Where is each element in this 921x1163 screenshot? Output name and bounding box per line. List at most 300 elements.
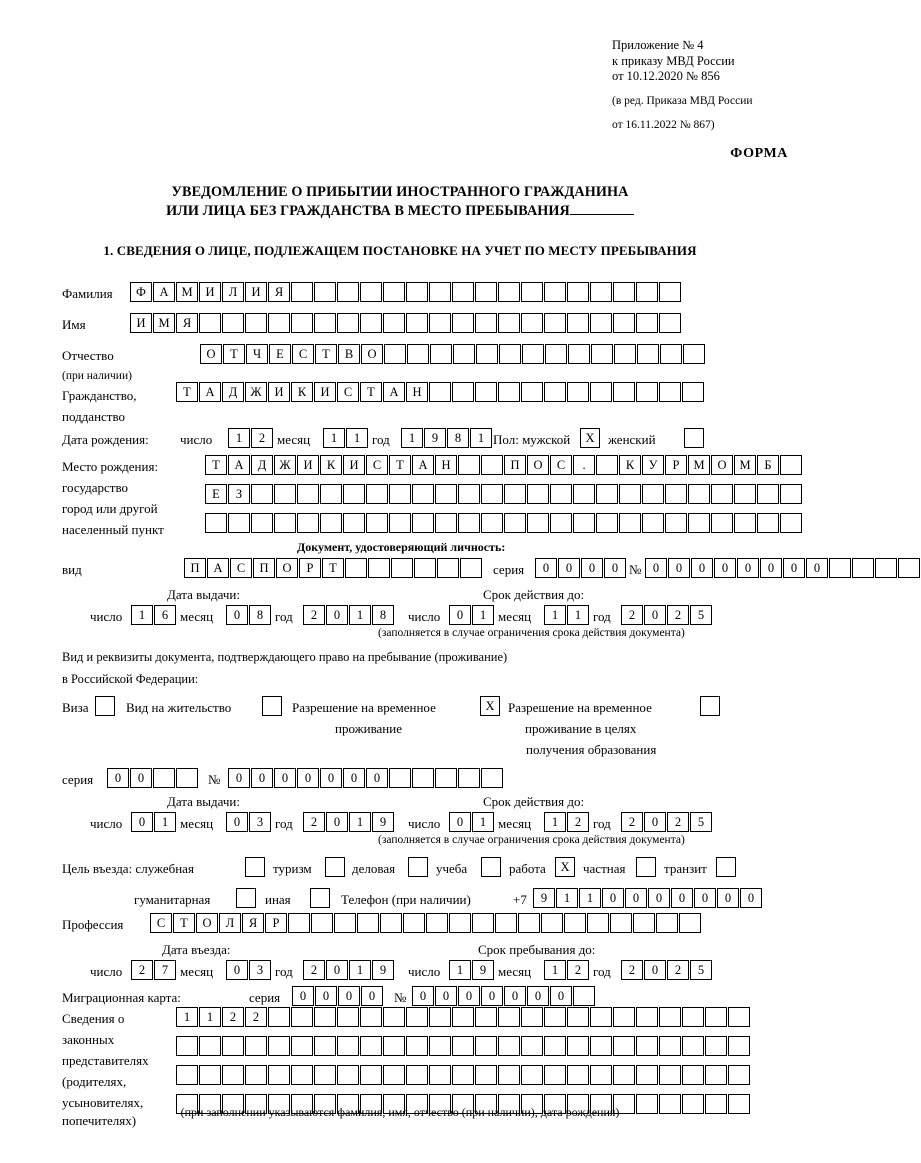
char-cell[interactable]: Л — [222, 282, 244, 302]
char-cell[interactable] — [613, 282, 635, 302]
char-cell[interactable]: 1 — [567, 605, 589, 625]
representatives-row-1[interactable] — [176, 1007, 751, 1027]
char-cell[interactable]: О — [200, 344, 222, 364]
permit-issue-year-cells[interactable] — [303, 812, 395, 832]
char-cell[interactable] — [429, 282, 451, 302]
char-cell[interactable] — [389, 513, 411, 533]
char-cell[interactable] — [573, 986, 595, 1006]
char-cell[interactable]: 9 — [533, 888, 555, 908]
char-cell[interactable]: 3 — [249, 960, 271, 980]
entry-year-cells[interactable] — [303, 960, 395, 980]
char-cell[interactable] — [596, 513, 618, 533]
char-cell[interactable] — [199, 1065, 221, 1085]
char-cell[interactable] — [268, 1065, 290, 1085]
char-cell[interactable] — [498, 1036, 520, 1056]
char-cell[interactable] — [544, 382, 566, 402]
char-cell[interactable] — [527, 484, 549, 504]
representatives-row-2[interactable] — [176, 1036, 751, 1056]
char-cell[interactable] — [228, 513, 250, 533]
char-cell[interactable] — [637, 344, 659, 364]
char-cell[interactable]: 9 — [472, 960, 494, 980]
char-cell[interactable] — [383, 1065, 405, 1085]
permit-issue-day-cells[interactable] — [131, 812, 177, 832]
char-cell[interactable] — [406, 1036, 428, 1056]
char-cell[interactable] — [199, 313, 221, 333]
char-cell[interactable] — [728, 1007, 750, 1027]
char-cell[interactable] — [245, 313, 267, 333]
char-cell[interactable] — [452, 282, 474, 302]
char-cell[interactable]: 1 — [228, 428, 250, 448]
permit-valid-month-cells[interactable] — [544, 812, 590, 832]
char-cell[interactable] — [665, 513, 687, 533]
char-cell[interactable] — [274, 484, 296, 504]
doc-series-cells[interactable] — [535, 558, 627, 578]
char-cell[interactable] — [544, 1036, 566, 1056]
char-cell[interactable]: 2 — [667, 605, 689, 625]
profession-cells[interactable] — [150, 913, 702, 933]
char-cell[interactable] — [205, 513, 227, 533]
char-cell[interactable] — [383, 313, 405, 333]
char-cell[interactable] — [518, 913, 540, 933]
char-cell[interactable] — [498, 1065, 520, 1085]
char-cell[interactable] — [498, 282, 520, 302]
char-cell[interactable]: 1 — [544, 960, 566, 980]
char-cell[interactable]: 0 — [694, 888, 716, 908]
char-cell[interactable] — [659, 282, 681, 302]
char-cell[interactable] — [429, 382, 451, 402]
char-cell[interactable]: 0 — [671, 888, 693, 908]
char-cell[interactable]: 2 — [222, 1007, 244, 1027]
permit-issue-month-cells[interactable] — [226, 812, 272, 832]
char-cell[interactable]: 0 — [625, 888, 647, 908]
char-cell[interactable]: 0 — [366, 768, 388, 788]
char-cell[interactable]: С — [150, 913, 172, 933]
char-cell[interactable] — [345, 558, 367, 578]
char-cell[interactable]: С — [230, 558, 252, 578]
char-cell[interactable] — [659, 382, 681, 402]
char-cell[interactable] — [682, 1065, 704, 1085]
char-cell[interactable]: О — [196, 913, 218, 933]
char-cell[interactable]: 0 — [714, 558, 736, 578]
char-cell[interactable] — [383, 282, 405, 302]
char-cell[interactable] — [481, 455, 503, 475]
char-cell[interactable] — [426, 913, 448, 933]
char-cell[interactable]: М — [176, 282, 198, 302]
char-cell[interactable]: 0 — [602, 888, 624, 908]
char-cell[interactable]: 0 — [315, 986, 337, 1006]
char-cell[interactable]: М — [153, 313, 175, 333]
char-cell[interactable] — [437, 558, 459, 578]
char-cell[interactable] — [343, 513, 365, 533]
char-cell[interactable] — [476, 344, 498, 364]
char-cell[interactable] — [498, 1007, 520, 1027]
char-cell[interactable] — [297, 484, 319, 504]
char-cell[interactable]: О — [276, 558, 298, 578]
char-cell[interactable] — [435, 768, 457, 788]
char-cell[interactable] — [705, 1007, 727, 1027]
char-cell[interactable] — [452, 1036, 474, 1056]
char-cell[interactable] — [435, 484, 457, 504]
char-cell[interactable]: 0 — [458, 986, 480, 1006]
char-cell[interactable] — [521, 313, 543, 333]
char-cell[interactable] — [337, 1036, 359, 1056]
char-cell[interactable]: 0 — [131, 812, 153, 832]
char-cell[interactable]: И — [297, 455, 319, 475]
char-cell[interactable]: В — [338, 344, 360, 364]
char-cell[interactable] — [521, 382, 543, 402]
char-cell[interactable] — [314, 1065, 336, 1085]
char-cell[interactable]: 0 — [274, 768, 296, 788]
surname-cells[interactable] — [130, 282, 682, 302]
char-cell[interactable]: К — [291, 382, 313, 402]
char-cell[interactable]: 1 — [199, 1007, 221, 1027]
char-cell[interactable] — [452, 382, 474, 402]
char-cell[interactable] — [780, 513, 802, 533]
char-cell[interactable] — [458, 484, 480, 504]
checkbox-sex-female[interactable] — [684, 428, 704, 448]
char-cell[interactable]: 9 — [372, 812, 394, 832]
char-cell[interactable] — [406, 313, 428, 333]
char-cell[interactable] — [875, 558, 897, 578]
char-cell[interactable]: 1 — [323, 428, 345, 448]
char-cell[interactable] — [288, 913, 310, 933]
char-cell[interactable]: 8 — [372, 605, 394, 625]
char-cell[interactable]: 8 — [447, 428, 469, 448]
char-cell[interactable]: 0 — [449, 812, 471, 832]
char-cell[interactable]: 0 — [535, 558, 557, 578]
char-cell[interactable] — [829, 558, 851, 578]
char-cell[interactable] — [337, 282, 359, 302]
char-cell[interactable]: М — [734, 455, 756, 475]
checkbox-residence-permit[interactable] — [262, 696, 282, 716]
permit-valid-day-cells[interactable] — [449, 812, 495, 832]
char-cell[interactable] — [521, 1036, 543, 1056]
char-cell[interactable]: С — [550, 455, 572, 475]
char-cell[interactable] — [334, 913, 356, 933]
char-cell[interactable] — [475, 282, 497, 302]
char-cell[interactable] — [544, 1007, 566, 1027]
char-cell[interactable] — [429, 1065, 451, 1085]
char-cell[interactable] — [472, 913, 494, 933]
checkbox-purpose-sluzhebnaya[interactable] — [245, 857, 265, 877]
checkbox-purpose-business[interactable] — [408, 857, 428, 877]
char-cell[interactable]: 8 — [249, 605, 271, 625]
char-cell[interactable]: К — [320, 455, 342, 475]
char-cell[interactable]: А — [412, 455, 434, 475]
char-cell[interactable] — [412, 768, 434, 788]
char-cell[interactable] — [564, 913, 586, 933]
char-cell[interactable] — [320, 513, 342, 533]
char-cell[interactable] — [360, 282, 382, 302]
char-cell[interactable] — [222, 1036, 244, 1056]
char-cell[interactable]: И — [130, 313, 152, 333]
char-cell[interactable] — [222, 313, 244, 333]
char-cell[interactable]: 0 — [297, 768, 319, 788]
char-cell[interactable]: 1 — [472, 812, 494, 832]
char-cell[interactable] — [499, 344, 521, 364]
checkbox-sex-male[interactable]: Х — [580, 428, 600, 448]
char-cell[interactable] — [406, 1007, 428, 1027]
char-cell[interactable] — [222, 1065, 244, 1085]
char-cell[interactable] — [360, 1007, 382, 1027]
char-cell[interactable] — [591, 344, 613, 364]
checkbox-purpose-humanitarian[interactable] — [236, 888, 256, 908]
char-cell[interactable] — [291, 1036, 313, 1056]
char-cell[interactable]: Я — [268, 282, 290, 302]
char-cell[interactable] — [291, 282, 313, 302]
char-cell[interactable]: 1 — [470, 428, 492, 448]
char-cell[interactable] — [544, 1065, 566, 1085]
checkbox-purpose-transit[interactable] — [716, 857, 736, 877]
char-cell[interactable]: Д — [251, 455, 273, 475]
char-cell[interactable] — [636, 1007, 658, 1027]
char-cell[interactable] — [636, 313, 658, 333]
char-cell[interactable] — [590, 1036, 612, 1056]
char-cell[interactable]: 0 — [581, 558, 603, 578]
char-cell[interactable] — [176, 1065, 198, 1085]
char-cell[interactable] — [642, 484, 664, 504]
char-cell[interactable] — [734, 513, 756, 533]
char-cell[interactable]: Т — [173, 913, 195, 933]
char-cell[interactable] — [659, 1036, 681, 1056]
char-cell[interactable]: 0 — [435, 986, 457, 1006]
char-cell[interactable] — [481, 484, 503, 504]
char-cell[interactable] — [619, 484, 641, 504]
char-cell[interactable] — [429, 1036, 451, 1056]
char-cell[interactable] — [659, 1007, 681, 1027]
char-cell[interactable] — [475, 1065, 497, 1085]
char-cell[interactable] — [366, 513, 388, 533]
char-cell[interactable]: Т — [322, 558, 344, 578]
checkbox-visa[interactable] — [95, 696, 115, 716]
char-cell[interactable]: 6 — [154, 605, 176, 625]
char-cell[interactable] — [521, 282, 543, 302]
char-cell[interactable]: 0 — [648, 888, 670, 908]
char-cell[interactable] — [274, 513, 296, 533]
char-cell[interactable] — [567, 313, 589, 333]
char-cell[interactable] — [268, 1007, 290, 1027]
char-cell[interactable] — [550, 484, 572, 504]
char-cell[interactable]: 7 — [154, 960, 176, 980]
char-cell[interactable] — [337, 1065, 359, 1085]
char-cell[interactable]: 1 — [154, 812, 176, 832]
char-cell[interactable] — [406, 1065, 428, 1085]
char-cell[interactable] — [453, 344, 475, 364]
char-cell[interactable] — [567, 1007, 589, 1027]
char-cell[interactable] — [636, 382, 658, 402]
char-cell[interactable]: 0 — [644, 960, 666, 980]
char-cell[interactable] — [357, 913, 379, 933]
char-cell[interactable]: 2 — [303, 812, 325, 832]
char-cell[interactable]: Ж — [274, 455, 296, 475]
char-cell[interactable] — [245, 1036, 267, 1056]
char-cell[interactable] — [311, 913, 333, 933]
char-cell[interactable] — [498, 382, 520, 402]
char-cell[interactable]: 2 — [621, 605, 643, 625]
permit-valid-year-cells[interactable] — [621, 812, 713, 832]
char-cell[interactable]: 0 — [604, 558, 626, 578]
char-cell[interactable]: О — [711, 455, 733, 475]
char-cell[interactable]: 0 — [326, 605, 348, 625]
char-cell[interactable] — [504, 513, 526, 533]
char-cell[interactable] — [734, 484, 756, 504]
char-cell[interactable] — [613, 1036, 635, 1056]
char-cell[interactable]: 1 — [544, 605, 566, 625]
char-cell[interactable]: 0 — [338, 986, 360, 1006]
char-cell[interactable]: 1 — [544, 812, 566, 832]
char-cell[interactable] — [688, 513, 710, 533]
char-cell[interactable]: З — [228, 484, 250, 504]
char-cell[interactable]: Н — [435, 455, 457, 475]
char-cell[interactable]: О — [361, 344, 383, 364]
birthplace-row-2[interactable] — [205, 484, 803, 504]
char-cell[interactable] — [550, 513, 572, 533]
char-cell[interactable]: 0 — [668, 558, 690, 578]
char-cell[interactable]: 0 — [320, 768, 342, 788]
char-cell[interactable] — [852, 558, 874, 578]
char-cell[interactable] — [337, 313, 359, 333]
char-cell[interactable]: Т — [176, 382, 198, 402]
char-cell[interactable]: Ч — [246, 344, 268, 364]
char-cell[interactable] — [291, 1065, 313, 1085]
char-cell[interactable]: 0 — [130, 768, 152, 788]
char-cell[interactable]: 1 — [449, 960, 471, 980]
char-cell[interactable] — [665, 484, 687, 504]
char-cell[interactable] — [268, 1036, 290, 1056]
char-cell[interactable] — [314, 313, 336, 333]
char-cell[interactable]: 2 — [621, 960, 643, 980]
char-cell[interactable] — [452, 313, 474, 333]
char-cell[interactable]: 0 — [326, 960, 348, 980]
char-cell[interactable] — [384, 344, 406, 364]
char-cell[interactable]: У — [642, 455, 664, 475]
permit-series-cells[interactable] — [107, 768, 199, 788]
char-cell[interactable]: 1 — [346, 428, 368, 448]
char-cell[interactable] — [613, 313, 635, 333]
char-cell[interactable] — [659, 1065, 681, 1085]
birth-year-cells[interactable] — [401, 428, 493, 448]
representatives-row-3[interactable] — [176, 1065, 751, 1085]
char-cell[interactable]: 0 — [361, 986, 383, 1006]
char-cell[interactable]: 0 — [644, 812, 666, 832]
char-cell[interactable] — [452, 1007, 474, 1027]
char-cell[interactable] — [636, 1036, 658, 1056]
birthplace-row-1[interactable] — [205, 455, 803, 475]
checkbox-purpose-private[interactable] — [636, 857, 656, 877]
char-cell[interactable]: А — [207, 558, 229, 578]
char-cell[interactable]: . — [573, 455, 595, 475]
char-cell[interactable] — [568, 344, 590, 364]
char-cell[interactable] — [414, 558, 436, 578]
char-cell[interactable] — [360, 1036, 382, 1056]
char-cell[interactable]: С — [292, 344, 314, 364]
char-cell[interactable]: 2 — [567, 960, 589, 980]
entry-day-cells[interactable] — [131, 960, 177, 980]
char-cell[interactable]: 0 — [558, 558, 580, 578]
char-cell[interactable] — [291, 1007, 313, 1027]
checkbox-purpose-tourism[interactable] — [325, 857, 345, 877]
char-cell[interactable] — [545, 344, 567, 364]
char-cell[interactable] — [383, 1036, 405, 1056]
char-cell[interactable]: 0 — [645, 558, 667, 578]
char-cell[interactable]: К — [619, 455, 641, 475]
char-cell[interactable]: 1 — [131, 605, 153, 625]
char-cell[interactable] — [613, 1007, 635, 1027]
char-cell[interactable]: Я — [176, 313, 198, 333]
patronymic-cells[interactable] — [200, 344, 706, 364]
char-cell[interactable]: Ф — [130, 282, 152, 302]
char-cell[interactable]: М — [688, 455, 710, 475]
char-cell[interactable] — [403, 913, 425, 933]
char-cell[interactable] — [613, 1065, 635, 1085]
char-cell[interactable]: 0 — [806, 558, 828, 578]
char-cell[interactable]: 0 — [760, 558, 782, 578]
char-cell[interactable] — [458, 513, 480, 533]
checkbox-edu-residence[interactable] — [700, 696, 720, 716]
char-cell[interactable]: Н — [406, 382, 428, 402]
char-cell[interactable] — [567, 382, 589, 402]
char-cell[interactable] — [314, 282, 336, 302]
char-cell[interactable] — [475, 1007, 497, 1027]
doc-issue-year-cells[interactable] — [303, 605, 395, 625]
char-cell[interactable] — [176, 1036, 198, 1056]
char-cell[interactable] — [429, 313, 451, 333]
char-cell[interactable]: 1 — [176, 1007, 198, 1027]
char-cell[interactable]: Т — [223, 344, 245, 364]
checkbox-purpose-study[interactable] — [481, 857, 501, 877]
char-cell[interactable] — [596, 484, 618, 504]
char-cell[interactable]: П — [184, 558, 206, 578]
char-cell[interactable] — [153, 768, 175, 788]
char-cell[interactable]: 2 — [251, 428, 273, 448]
char-cell[interactable]: 0 — [326, 812, 348, 832]
char-cell[interactable] — [412, 513, 434, 533]
checkbox-purpose-work[interactable]: Х — [555, 857, 575, 877]
char-cell[interactable]: И — [199, 282, 221, 302]
char-cell[interactable] — [337, 1007, 359, 1027]
char-cell[interactable] — [614, 344, 636, 364]
doc-valid-day-cells[interactable] — [449, 605, 495, 625]
char-cell[interactable]: 0 — [717, 888, 739, 908]
char-cell[interactable]: 0 — [481, 986, 503, 1006]
char-cell[interactable] — [449, 913, 471, 933]
stay-month-cells[interactable] — [544, 960, 590, 980]
char-cell[interactable] — [368, 558, 390, 578]
char-cell[interactable] — [407, 344, 429, 364]
char-cell[interactable]: Р — [299, 558, 321, 578]
char-cell[interactable] — [642, 513, 664, 533]
char-cell[interactable] — [613, 382, 635, 402]
char-cell[interactable]: 5 — [690, 812, 712, 832]
char-cell[interactable] — [391, 558, 413, 578]
doc-issue-month-cells[interactable] — [226, 605, 272, 625]
char-cell[interactable] — [452, 1065, 474, 1085]
char-cell[interactable] — [383, 1007, 405, 1027]
char-cell[interactable]: И — [268, 382, 290, 402]
char-cell[interactable] — [636, 1065, 658, 1085]
migration-card-series-cells[interactable] — [292, 986, 384, 1006]
char-cell[interactable]: Д — [222, 382, 244, 402]
birth-month-cells[interactable] — [323, 428, 369, 448]
char-cell[interactable] — [430, 344, 452, 364]
citizenship-cells[interactable] — [176, 382, 705, 402]
char-cell[interactable] — [590, 282, 612, 302]
char-cell[interactable]: 2 — [621, 812, 643, 832]
birth-day-cells[interactable] — [228, 428, 274, 448]
char-cell[interactable]: Б — [757, 455, 779, 475]
char-cell[interactable] — [780, 484, 802, 504]
char-cell[interactable]: 0 — [226, 960, 248, 980]
